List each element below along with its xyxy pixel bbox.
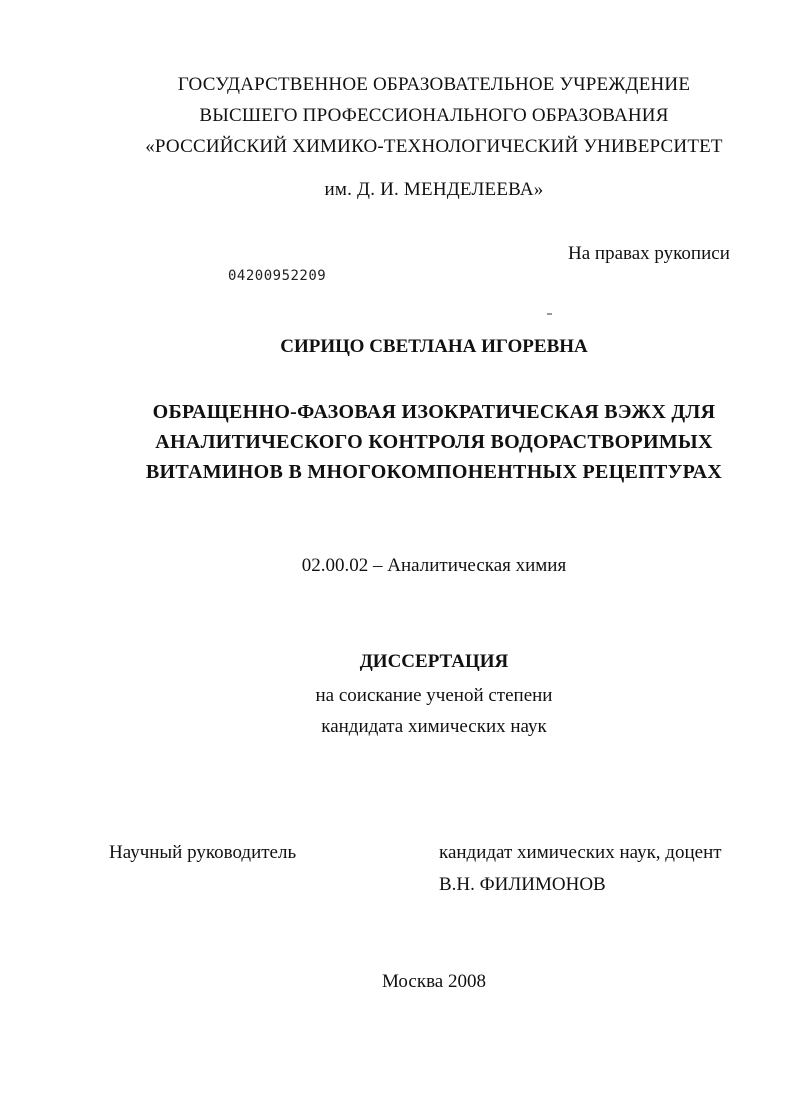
degree-line-2: кандидата химических наук bbox=[321, 716, 547, 737]
specialty: 02.00.02 – Аналитическая химия bbox=[301, 555, 567, 576]
title-line-1: ОБРАЩЕННО-ФАЗОВАЯ ИЗОКРАТИЧЕСКАЯ ВЭЖХ ДЛЯ bbox=[152, 401, 716, 423]
institution-line-4: им. Д. И. МЕНДЕЛЕЕВА» bbox=[324, 179, 544, 200]
title-line-2: АНАЛИТИЧЕСКОГО КОНТРОЛЯ ВОДОРАСТВОРИМЫХ bbox=[155, 431, 713, 453]
author-name: СИРИЦО СВЕТЛАНА ИГОРЕВНА bbox=[280, 336, 588, 357]
supervisor-name: В.Н. ФИЛИМОНОВ bbox=[439, 874, 606, 895]
title-line-3: ВИТАМИНОВ В МНОГОКОМПОНЕНТНЫХ РЕЦЕПТУРАХ bbox=[145, 461, 723, 483]
document-type-heading: ДИССЕРТАЦИЯ bbox=[359, 651, 509, 672]
catalog-number-stamp: 04200952209 bbox=[228, 268, 327, 284]
degree-line-1: на соискание ученой степени bbox=[315, 685, 553, 706]
institution-line-1: ГОСУДАРСТВЕННОЕ ОБРАЗОВАТЕЛЬНОЕ УЧРЕЖДЕНИЕ bbox=[177, 74, 691, 95]
supervisor-label: Научный руководитель bbox=[109, 842, 297, 863]
supervisor-rank: кандидат химических наук, доцент bbox=[439, 842, 722, 863]
institution-line-3: «РОССИЙСКИЙ ХИМИКО-ТЕХНОЛОГИЧЕСКИЙ УНИВЕРСИТЕТ bbox=[145, 136, 723, 157]
place-and-year: Москва 2008 bbox=[382, 971, 486, 992]
scan-speck bbox=[547, 313, 552, 315]
institution-line-2: ВЫСШЕГО ПРОФЕССИОНАЛЬНОГО ОБРАЗОВАНИЯ bbox=[199, 105, 669, 126]
manuscript-note: На правах рукописи bbox=[568, 243, 730, 264]
